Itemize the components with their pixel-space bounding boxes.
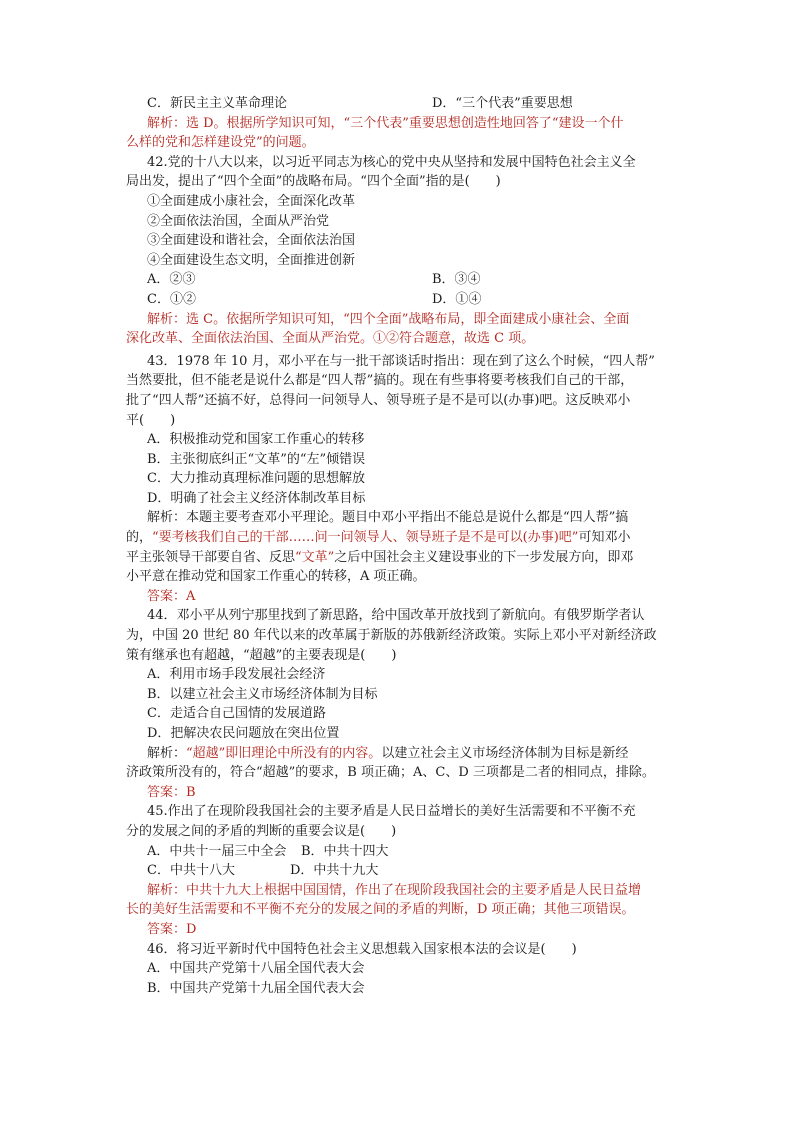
q45-analysis-line2: 长的美好生活需要和不平衡不充分的发展之间的矛盾的判断，D 项正确；其他三项错误。 — [126, 902, 635, 918]
q42-option-c: C．①② — [147, 291, 196, 307]
q44-option-b: B．以建立社会主义市场经济体制为目标 — [147, 686, 378, 702]
q42-item-4: ④全面建设生态文明，全面推进创新 — [147, 252, 356, 268]
page-content — [126, 94, 674, 998]
q44-stem-line1: 44．邓小平从列宁那里找到了新思路，给中国改革开放找到了新航向。有俄罗斯学者认 — [147, 608, 645, 624]
q45-stem-line2: 分的发展之间的矛盾的判断的重要会议是( ) — [126, 823, 397, 839]
q46-option-a: A．中国共产党第十八届全国代表大会 — [147, 961, 365, 977]
q45-option-c: C．中共十八大 — [147, 863, 235, 879]
q43-analysis-quote: “要考核我们自己的干部……问一问领导人、领导班子是不是可以(办事)吧” — [152, 530, 579, 546]
q45-option-a: A．中共十一届三中全会 — [147, 843, 287, 859]
q42-option-b: B．③④ — [432, 272, 481, 288]
q45-option-d: D．中共十九大 — [290, 863, 379, 879]
q43-stem-line2: 当然要批，但不能老是说什么都是“四人帮”搞的。现在有些事将要考核我们自己的干部， — [126, 373, 634, 389]
q43-analysis-line3-start: 平主张领导干部要自省、反思 — [126, 549, 296, 565]
q41-analysis-line1: 解析：选 D。根据所学知识可知，“三个代表”重要思想创造性地回答了“建设一个什 — [147, 115, 624, 131]
q44-analysis-label: 解析： — [147, 745, 187, 761]
q42-item-3: ③全面建设和谐社会，全面依法治国 — [147, 233, 356, 249]
q46-stem-line1: 46．将习近平新时代中国特色社会主义思想载入国家根本法的会议是( ) — [147, 941, 577, 957]
q43-analysis-line1: 解析：本题主要考查邓小平理论。题目中邓小平指出不能总是说什么都是“四人帮”搞 — [147, 510, 629, 526]
q41-option-c: C．新民主主义革命理论 — [147, 96, 287, 111]
q41-option-d: D．“三个代表”重要思想 — [432, 96, 573, 111]
q45-stem-line1: 45.作出了在现阶段我国社会的主要矛盾是人民日益增长的美好生活需要和不平衡不充 — [147, 804, 636, 820]
q44-answer: 答案：B — [147, 784, 196, 800]
q42-analysis-line1: 解析：选 C。依据所学知识可知，“四个全面”战略布局，即全面建成小康社会、全面 — [147, 311, 630, 327]
q43-analysis-line3 — [126, 548, 674, 568]
q42-option-a: A．②③ — [147, 272, 196, 288]
q42-stem-line1: 42.党的十八大以来，以习近平同志为核心的党中央从坚持和发展中国特色社会主义全 — [147, 154, 636, 170]
q45-options-ab — [126, 842, 674, 862]
q43-option-c: C．大力推动真理标准问题的思想解放 — [147, 471, 365, 487]
q41-analysis-line2: 么样的党和怎样建设党”的问题。 — [126, 135, 315, 151]
q42-item-1: ①全面建成小康社会，全面深化改革 — [147, 193, 356, 209]
q43-option-d: D．明确了社会主义经济体制改革目标 — [147, 490, 366, 506]
q45-answer: 答案：D — [147, 921, 197, 937]
q42-options-cd — [126, 290, 674, 310]
q42-options-ab — [126, 270, 674, 290]
q43-analysis-line3-end: 之后中国社会主义建设事业的下一步发展方向，即邓 — [334, 549, 634, 565]
q44-stem-line3: 策有继承也有超越，“超越”的主要表现是( ) — [126, 647, 397, 663]
q45-options-cd — [126, 861, 674, 881]
q44-analysis-line2: 济政策所没有的，符合“超越”的要求，B 项正确；A、C、D 三项都是二者的相同点，排除。 — [126, 765, 655, 781]
q42-item-2: ②全面依法治国，全面从严治党 — [147, 213, 330, 229]
q43-analysis-line2-end: 可知邓小 — [578, 530, 631, 546]
q43-analysis-line2 — [126, 528, 674, 548]
q43-option-a: A．积极推动党和国家工作重心的转移 — [147, 432, 365, 448]
q44-analysis-highlight: “超越”即旧理论中所没有的内容。 — [186, 745, 382, 761]
q43-option-b: B．主张彻底纠正“文革”的“左”倾错误 — [147, 451, 366, 467]
q43-analysis-line4: 小平意在推动党和国家工作重心的转移，A 项正确。 — [126, 569, 426, 585]
q43-analysis-wenge: “文革” — [295, 549, 335, 565]
q46-option-b: B．中国共产党第十九届全国代表大会 — [147, 980, 365, 996]
q45-analysis-line1: 解析：中共十九大上根据中国国情，作出了在现阶段我国社会的主要矛盾是人民日益增 — [147, 882, 642, 898]
q43-answer: 答案：A — [147, 588, 196, 604]
q41-options-cd — [126, 94, 674, 114]
q44-analysis-line1 — [126, 744, 674, 764]
q43-stem-line3: 批了“四人帮”还搞不好，总得问一问领导人、领导班子是不是可以(办事)吧。这反映邓小 — [126, 392, 631, 408]
q44-option-a: A．利用市场手段发展社会经济 — [147, 667, 326, 683]
q44-option-c: C．走适合自己国情的发展道路 — [147, 706, 326, 722]
q42-option-d: D．①④ — [432, 291, 482, 307]
q43-stem-line4: 平( ) — [126, 412, 176, 428]
q42-stem-line2: 局出发，提出了“四个全面”的战略布局。“四个全面”指的是( ) — [126, 174, 501, 190]
q44-stem-line2: 为，中国 20 世纪 80 年代以来的改革属于新版的苏俄新经济政策。实际上邓小平对新经济政 — [126, 628, 657, 644]
q44-analysis-line1-end: 以建立社会主义市场经济体制为目标是新经 — [381, 745, 629, 761]
q43-stem-line1: 43．1978 年 10 月，邓小平在与一批干部谈话时指出：现在到了这么个时候，“四人帮” — [147, 353, 655, 369]
q42-analysis-line2: 深化改革、全面依法治国、全面从严治党。①②符合题意，故选 C 项。 — [126, 331, 535, 347]
q43-analysis-line2-start: 的， — [126, 530, 153, 546]
q45-option-b: B．中共十四大 — [301, 843, 389, 859]
q44-option-d: D．把解决农民问题放在突出位置 — [147, 726, 340, 741]
